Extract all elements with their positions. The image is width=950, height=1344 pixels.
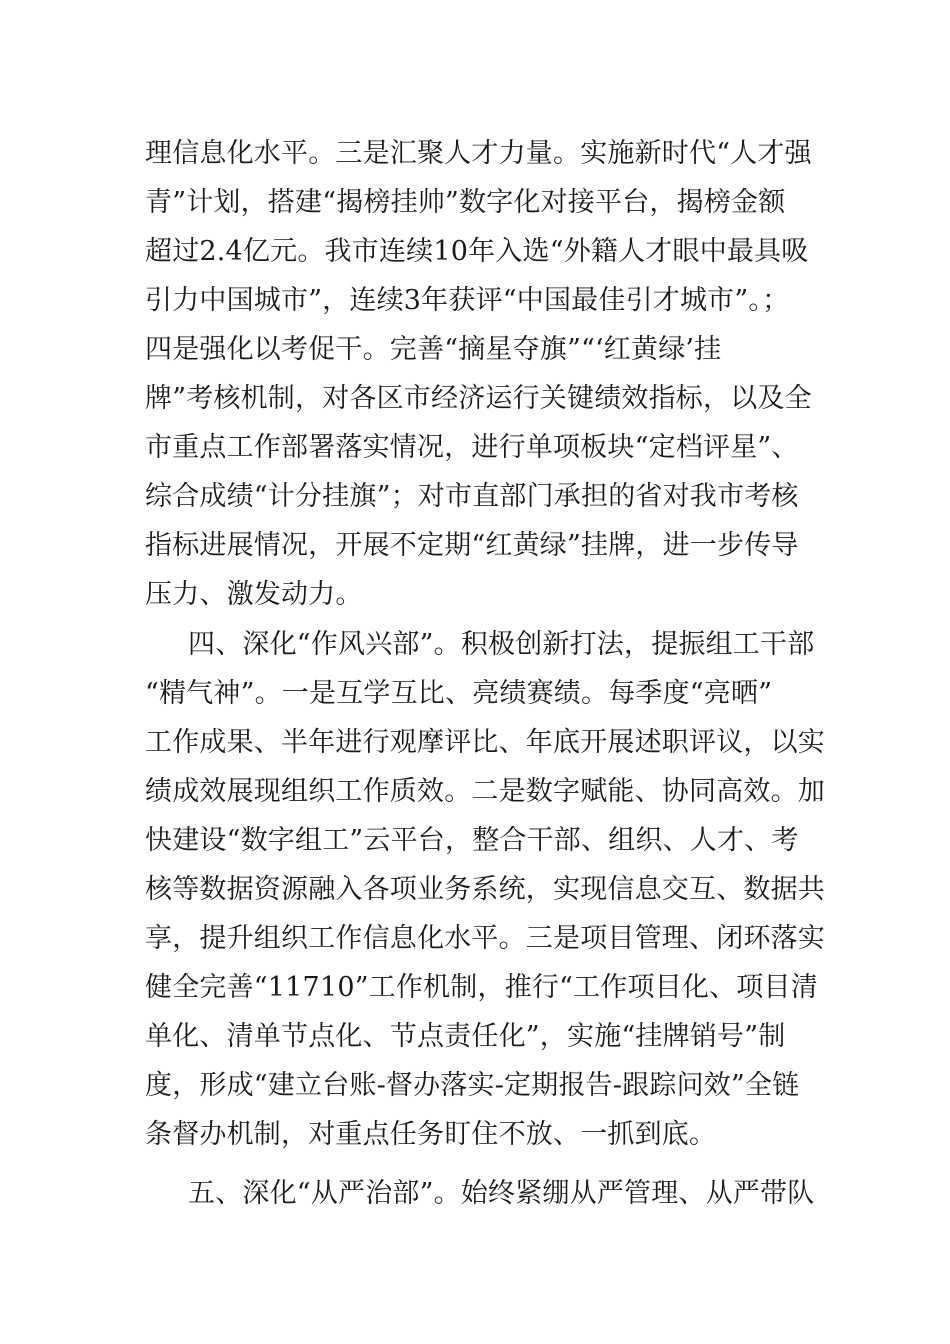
text-line: 市重点工作部署落实情况，进行单项板块“定档评星”、 [145, 432, 799, 463]
text-line: 享，提升组织工作信息化水平。三是项目管理、闭环落实 [145, 923, 825, 954]
text-line: 快建设“数字组工”云平台，整合干部、组织、人才、考 [145, 825, 799, 856]
text-line: 条督办机制，对重点任务盯住不放、一抓到底。 [145, 1119, 717, 1150]
text-line: 压力、激发动力。 [145, 579, 363, 610]
text-line: 度，形成“建立台账-督办落实-定期报告-跟踪问效”全链 [145, 1070, 800, 1101]
text-line: 超过2.4亿元。我市连续10年入选“外籍人才眼中最具吸 [145, 236, 809, 267]
text-line: 健全完善“11710”工作机制，推行“工作项目化、项目清 [145, 972, 818, 1003]
paragraph-heading: 五、深化“从严治部”。始终紧绷从严管理、从严带队 [188, 1178, 815, 1209]
text-line: 绩成效展现组织工作质效。二是数字赋能、协同高效。加 [145, 776, 825, 807]
text-line: 青”计划，搭建“揭榜挂帅”数字化对接平台，揭榜金额 [145, 187, 786, 218]
text-line: 核等数据资源融入各项业务系统，实现信息交互、数据共 [145, 874, 825, 905]
text-line: 牌”考核机制，对各区市经济运行关键绩效指标，以及全 [145, 383, 812, 414]
text-line: “精气神”。一是互学互比、亮绩赛绩。每季度“亮晒” [145, 678, 773, 709]
text-line: 四是强化以考促干。完善“摘星夺旗”“‘红黄绿’挂 [145, 334, 722, 365]
text-line: 引力中国城市”，连续3年获评“中国最佳引才城市”。； [145, 285, 790, 316]
text-line: 指标进展情况，开展不定期“红黄绿”挂牌，进一步传导 [145, 530, 799, 561]
text-line: 单化、清单节点化、节点责任化”，实施“挂牌销号”制 [145, 1021, 786, 1052]
paragraph-heading: 四、深化“作风兴部”。积极创新打法，提振组工干部 [188, 629, 815, 660]
text-line: 综合成绩“计分挂旗”；对市直部门承担的省对我市考核 [145, 481, 799, 512]
text-line: 工作成果、半年进行观摩评比、年底开展述职评议，以实 [145, 727, 825, 758]
text-line: 理信息化水平。三是汇聚人才力量。实施新时代“人才强 [145, 138, 812, 169]
